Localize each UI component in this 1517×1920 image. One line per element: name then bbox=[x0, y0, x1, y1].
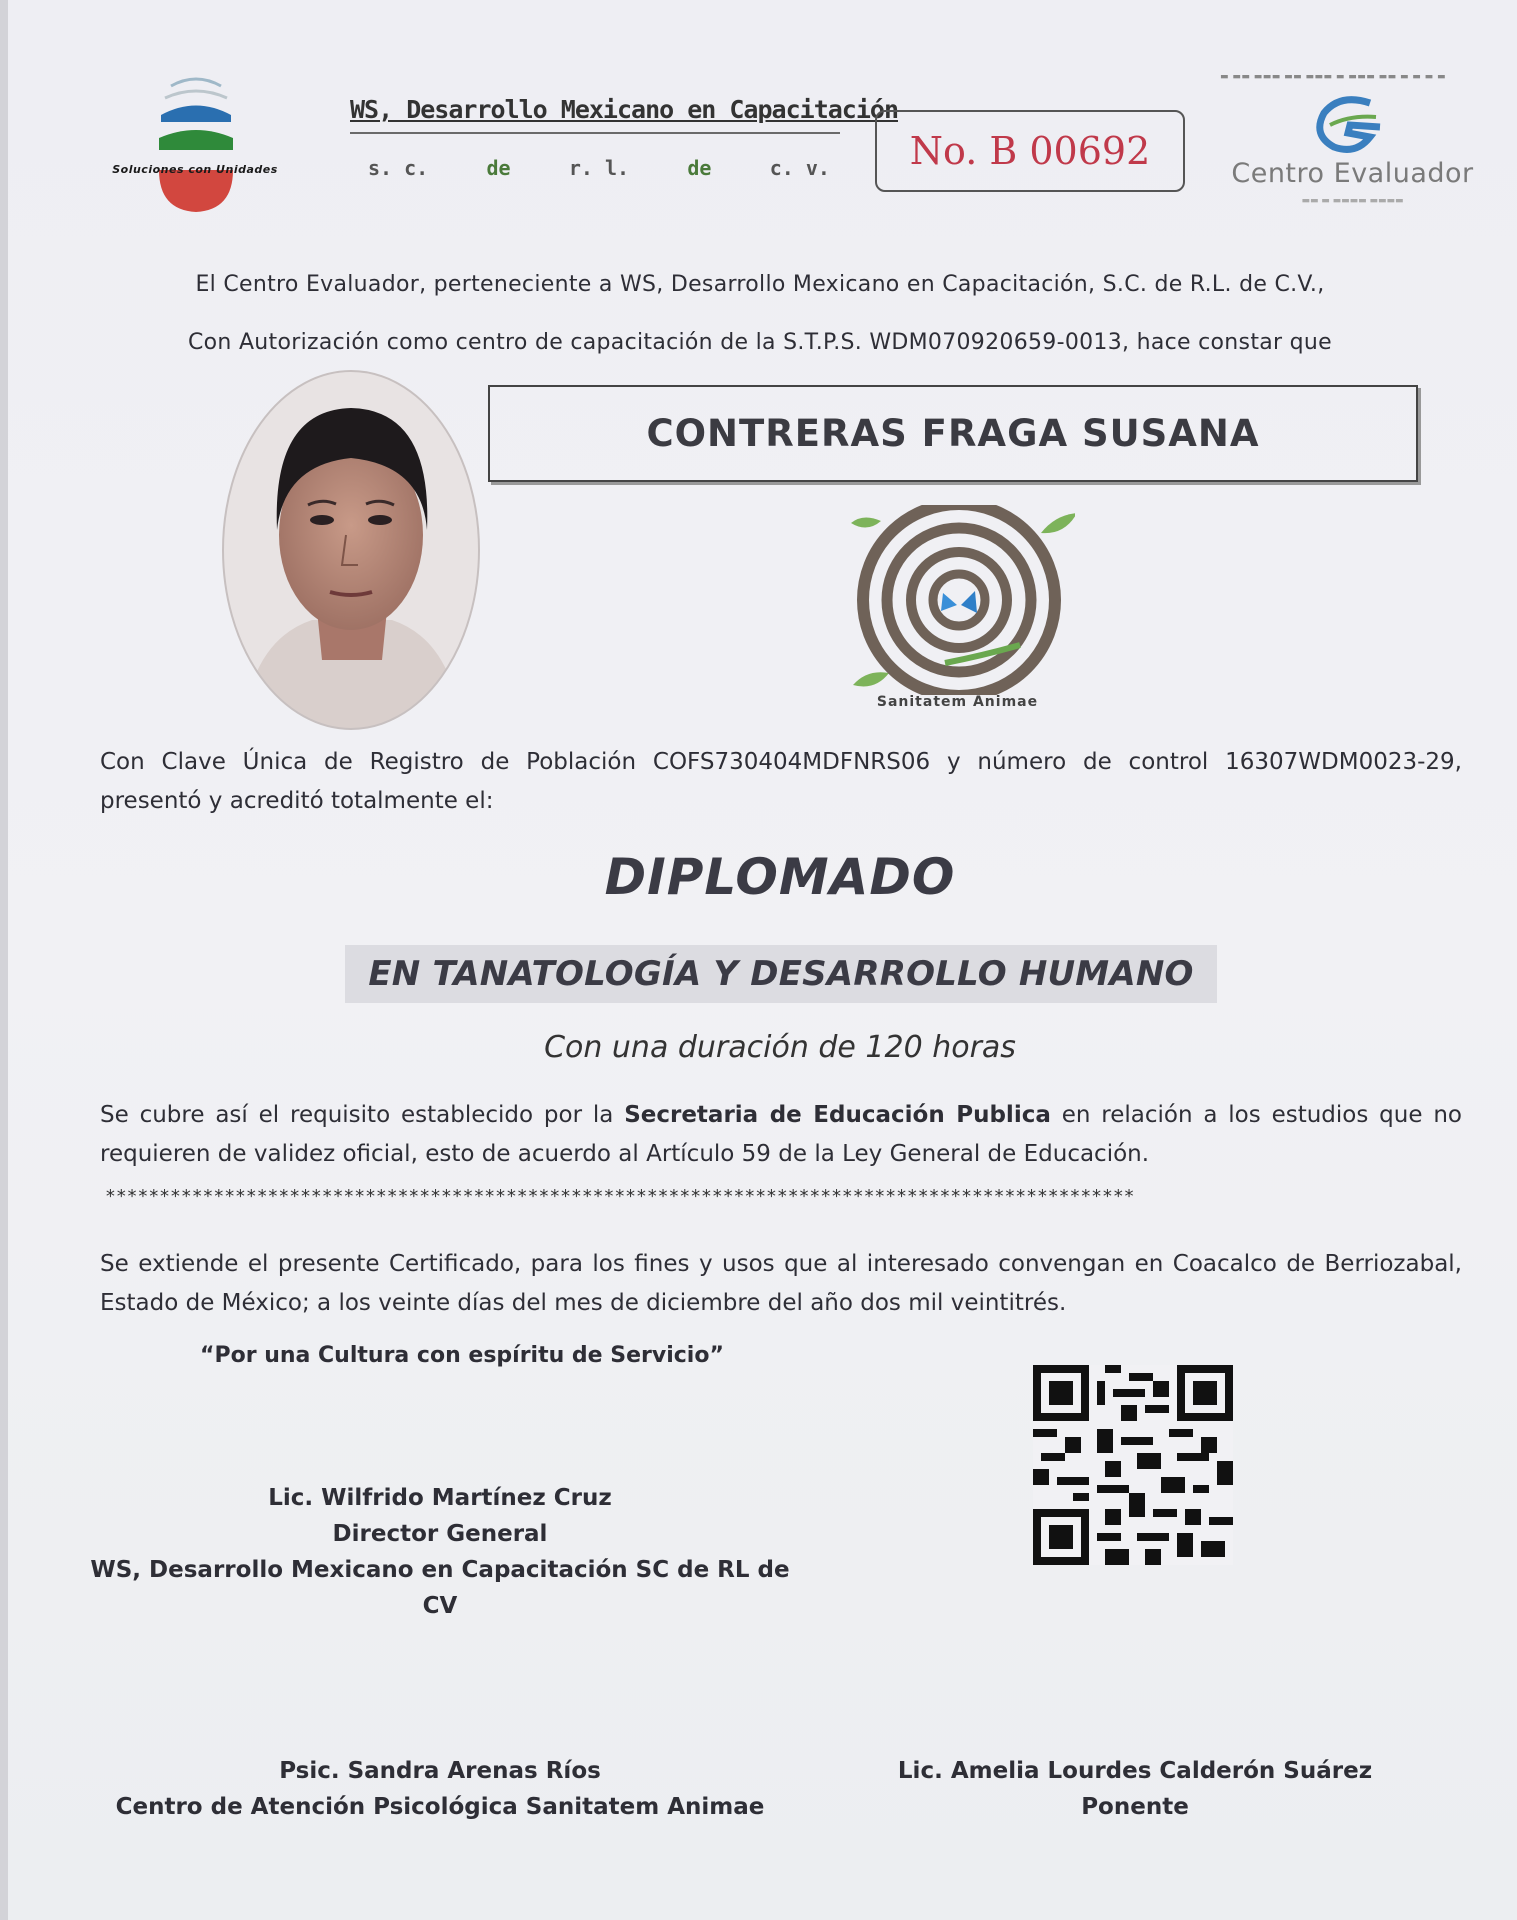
diploma-title: DIPLOMADO bbox=[604, 848, 956, 906]
motto: “Por una Cultura con espíritu de Servicio” bbox=[200, 1343, 724, 1368]
registration-paragraph bbox=[100, 743, 1462, 821]
recipient-name: CONTRERAS FRAGA SUSANA bbox=[488, 385, 1418, 482]
registration-line-1: Con Clave Única de Registro de Población COFS730404MDFNRS06 y número de control 16307WDM0023-29, bbox=[100, 749, 1462, 775]
logo-tagline: Soluciones con Unidades bbox=[112, 163, 278, 176]
folio-number: No. B 00692 bbox=[875, 110, 1185, 192]
issuance-paragraph bbox=[100, 1245, 1462, 1323]
speaker-name: Lic. Amelia Lourdes Calderón Suárez bbox=[897, 1758, 1373, 1784]
company-type-de: de bbox=[486, 156, 511, 180]
company-type-rl: r. l. bbox=[568, 156, 630, 180]
requirement-line-2: requieren de validez oficial, esto de acuerdo al Artículo 59 de la Ley General de Educación. bbox=[100, 1141, 1150, 1167]
speaker-role: Ponente bbox=[1081, 1794, 1189, 1820]
qr-code bbox=[1033, 1365, 1233, 1565]
evaluator-logo-icon bbox=[1310, 95, 1388, 155]
company-name-block bbox=[350, 95, 898, 180]
director-org: WS, Desarrollo Mexicano en Capacitación SC de RL de CV bbox=[90, 1557, 790, 1619]
company-name: WS, Desarrollo Mexicano en Capacitación bbox=[350, 95, 898, 124]
company-type-de2: de bbox=[687, 156, 712, 180]
asterisk-separator: *********************************************************************************************** bbox=[105, 1186, 1135, 1207]
psychologist-name: Psic. Sandra Arenas Ríos bbox=[279, 1758, 601, 1784]
company-type-cv: c. v. bbox=[769, 156, 830, 180]
requirement-paragraph bbox=[100, 1096, 1462, 1174]
intro-line-2: Con Autorización como centro de capacitación de la S.T.P.S. WDM070920659-0013, hace constar que bbox=[187, 330, 1333, 355]
director-name: Lic. Wilfrido Martínez Cruz bbox=[268, 1485, 612, 1511]
intro-line-1: El Centro Evaluador, perteneciente a WS, Desarrollo Mexicano en Capacitación, S.C. de R.L. de C.V., bbox=[195, 272, 1325, 297]
evaluator-name: Centro Evaluador bbox=[1231, 158, 1474, 189]
diploma-subtitle: EN TANATOLOGÍA Y DESARROLLO HUMANO bbox=[368, 954, 1194, 994]
company-logo bbox=[85, 70, 305, 230]
psychologist-org: Centro de Atención Psicológica Sanitatem Animae bbox=[115, 1794, 765, 1820]
company-type-sc: s. c. bbox=[368, 156, 429, 180]
psychologist-signature bbox=[95, 1753, 785, 1825]
speaker-signature bbox=[895, 1753, 1375, 1825]
company-type bbox=[350, 134, 840, 180]
diploma-duration: Con una duración de 120 horas bbox=[544, 1030, 1016, 1065]
stripes-logo-icon bbox=[155, 70, 237, 215]
issuance-line-1: Se extiende el presente Certificado, para los fines y usos que al interesado convengan en Coacalco de Berriozabal, bbox=[100, 1251, 1462, 1277]
sep-agency: Secretaria de Educación Publica bbox=[624, 1102, 1051, 1128]
recipient-photo bbox=[222, 370, 480, 730]
director-signature bbox=[80, 1480, 800, 1624]
registration-line-2: presentó y acreditó totalmente el: bbox=[100, 788, 494, 814]
diploma-subtitle-band bbox=[345, 945, 1217, 1003]
requirement-line-1 bbox=[100, 1096, 1462, 1135]
spiral-logo-icon bbox=[845, 505, 1075, 695]
evaluator-small-print-2: ▬▬ ▬ ▬▬▬▬ ▬▬▬▬ bbox=[1301, 196, 1404, 206]
requirement-text-2: en relación a los estudios que no bbox=[1050, 1102, 1462, 1128]
requirement-text-1: Se cubre así el requisito establecido por la bbox=[100, 1102, 625, 1128]
evaluator-small-print: ▬ ▬▬ ▬▬▬ ▬▬ ▬▬▬ ▬ ▬▬▬ ▬▬ ▬ ▬ ▬ ▬ bbox=[1220, 72, 1447, 82]
director-role: Director General bbox=[332, 1521, 548, 1547]
issuance-line-2: Estado de México; a los veinte días del mes de diciembre del año dos mil veintitrés. bbox=[100, 1290, 1067, 1316]
partner-logo-label: Sanitatem Animae bbox=[876, 694, 1039, 710]
